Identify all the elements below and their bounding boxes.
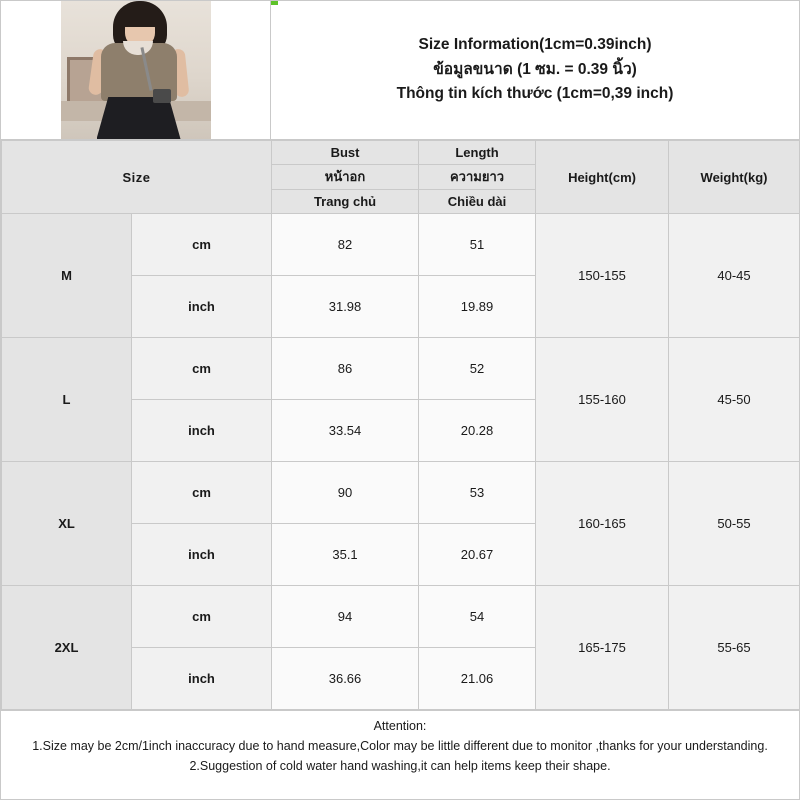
- unit-label-cm: cm: [132, 586, 272, 648]
- weight-2xl: 55-65: [669, 586, 800, 710]
- table-row: [2, 338, 800, 400]
- unit-label-cm: cm: [132, 338, 272, 400]
- bust-inch-2xl: 36.66: [272, 648, 419, 710]
- corner-marker: [270, 1, 278, 5]
- size-label-xl: XL: [2, 462, 132, 586]
- height-l: 155-160: [536, 338, 669, 462]
- table-row: [2, 586, 800, 648]
- title-line-vi: Thông tin kích thước (1cm=0,39 inch): [396, 85, 674, 103]
- bust-inch-m: 31.98: [272, 276, 419, 338]
- bust-cm-m: 82: [272, 214, 419, 276]
- length-cm-l: 52: [419, 338, 536, 400]
- header-size: Size: [2, 141, 272, 214]
- photo-model-bangs: [117, 7, 163, 27]
- bust-inch-l: 33.54: [272, 400, 419, 462]
- header-height: Height(cm): [536, 141, 669, 214]
- size-label-l: L: [2, 338, 132, 462]
- weight-l: 45-50: [669, 338, 800, 462]
- header-bust-en: Bust: [272, 141, 418, 165]
- header-length-th: ความยาว: [419, 165, 535, 189]
- unit-label-cm: cm: [132, 462, 272, 524]
- bust-cm-l: 86: [272, 338, 419, 400]
- length-cm-m: 51: [419, 214, 536, 276]
- length-inch-xl: 20.67: [419, 524, 536, 586]
- length-cm-2xl: 54: [419, 586, 536, 648]
- header-weight: Weight(kg): [669, 141, 800, 214]
- header-length-en: Length: [419, 141, 535, 165]
- height-2xl: 165-175: [536, 586, 669, 710]
- table-row: [2, 462, 800, 524]
- note-washing: 2.Suggestion of cold water hand washing,it can help items keep their shape.: [189, 758, 611, 773]
- product-photo-cell: [1, 1, 271, 139]
- unit-label-inch: inch: [132, 648, 272, 710]
- length-cm-xl: 53: [419, 462, 536, 524]
- photo-model-bag: [153, 89, 171, 103]
- bust-inch-xl: 35.1: [272, 524, 419, 586]
- length-inch-2xl: 21.06: [419, 648, 536, 710]
- header-band: [1, 1, 799, 140]
- photo-model-skirt: [97, 97, 181, 139]
- bust-cm-xl: 90: [272, 462, 419, 524]
- attention-label: Attention:: [373, 719, 427, 733]
- note-measurement: 1.Size may be 2cm/1inch inaccuracy due to hand measure,Color may be little different due to monitor ,thanks for your understanding.: [32, 739, 768, 754]
- header-bust-vi: Trang chủ: [313, 193, 377, 209]
- bust-cm-2xl: 94: [272, 586, 419, 648]
- table-header-row: [2, 141, 800, 214]
- title-line-th: ข้อมูลขนาด (1 ซม. = 0.39 นิ้ว): [433, 60, 637, 78]
- size-label-2xl: 2XL: [2, 586, 132, 710]
- header-bust: [272, 141, 419, 214]
- length-inch-m: 19.89: [419, 276, 536, 338]
- size-table: [1, 140, 800, 710]
- unit-label-inch: inch: [132, 276, 272, 338]
- title-block: [271, 1, 799, 139]
- weight-m: 40-45: [669, 214, 800, 338]
- unit-label-inch: inch: [132, 524, 272, 586]
- unit-label-cm: cm: [132, 214, 272, 276]
- unit-label-inch: inch: [132, 400, 272, 462]
- footer-notes: [1, 710, 799, 810]
- size-label-m: M: [2, 214, 132, 338]
- header-length: [419, 141, 536, 214]
- height-m: 150-155: [536, 214, 669, 338]
- length-inch-l: 20.28: [419, 400, 536, 462]
- height-xl: 160-165: [536, 462, 669, 586]
- product-photo: [61, 1, 211, 139]
- title-line-en: Size Information(1cm=0.39inch): [418, 35, 652, 53]
- table-row: [2, 214, 800, 276]
- weight-xl: 50-55: [669, 462, 800, 586]
- header-bust-th: หน้าอก: [272, 165, 418, 189]
- header-length-vi: Chiều dài: [447, 193, 507, 209]
